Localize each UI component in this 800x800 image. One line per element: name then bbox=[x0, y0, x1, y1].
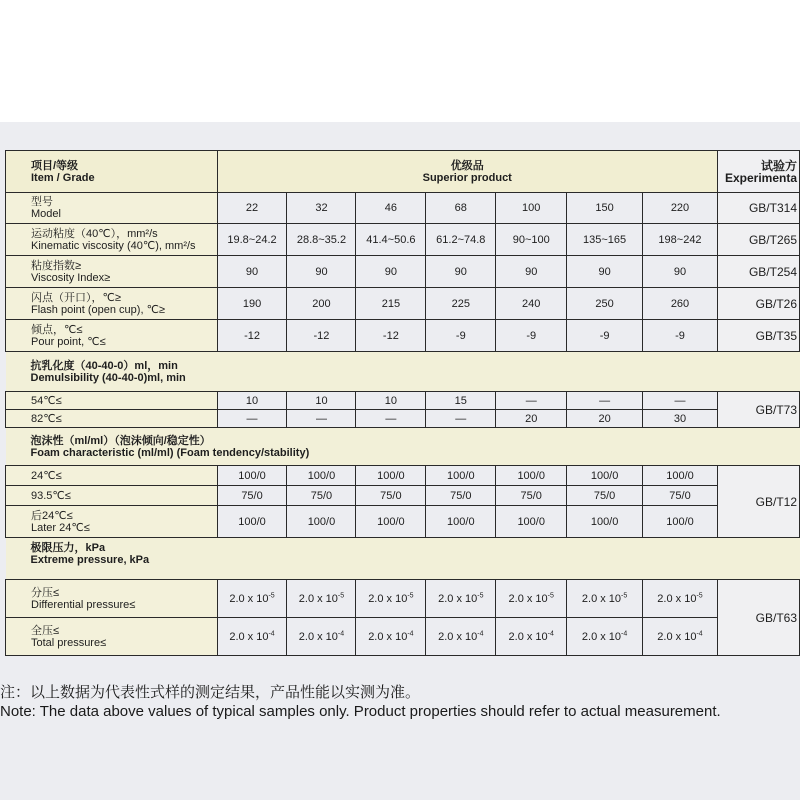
ep-exponent: -4 bbox=[337, 629, 345, 637]
table-row bbox=[6, 486, 800, 506]
ep-diff-value bbox=[287, 580, 356, 618]
model-value: 220 bbox=[643, 193, 718, 224]
foam-value: 100/0 bbox=[426, 466, 496, 486]
ep-base: 2.0 x 10 bbox=[229, 592, 269, 605]
ep-exponent: -5 bbox=[547, 591, 554, 599]
vi-value: 90 bbox=[643, 256, 718, 288]
ep-base: 2.0 x 10 bbox=[657, 592, 697, 605]
ep-diff-value bbox=[356, 580, 426, 618]
ep-exponent: -5 bbox=[268, 591, 275, 599]
superior-product-header bbox=[217, 151, 717, 193]
table-row bbox=[6, 410, 800, 428]
pour-value: -9 bbox=[567, 320, 643, 352]
test-method-en: Experimenta bbox=[724, 170, 797, 185]
vi-value: 90 bbox=[426, 256, 496, 288]
vi-label bbox=[6, 256, 218, 288]
ep-base: 2.0 x 10 bbox=[508, 592, 548, 605]
ep-base: 2.0 x 10 bbox=[298, 592, 338, 605]
foam-later-en: Later 24℃≤ bbox=[31, 521, 90, 534]
table-row bbox=[6, 151, 800, 193]
foam-value: 75/0 bbox=[426, 486, 496, 506]
model-value: 150 bbox=[567, 193, 643, 224]
ep-exponent: -5 bbox=[621, 591, 628, 599]
ep-base: 2.0 x 10 bbox=[581, 630, 622, 643]
ep-diff-zh: 分压≤ bbox=[31, 586, 60, 599]
foam-value: 100/0 bbox=[426, 506, 496, 538]
demuls-value: — bbox=[217, 410, 287, 428]
item-grade-header bbox=[6, 151, 218, 193]
item-grade-en: Item / Grade bbox=[31, 171, 95, 184]
demuls-value: — bbox=[287, 410, 356, 428]
foam-r24-label: 24℃≤ bbox=[6, 466, 218, 486]
table-row bbox=[6, 506, 800, 538]
ep-exponent: -5 bbox=[696, 591, 703, 599]
ep-exponent: -5 bbox=[477, 591, 484, 599]
pour-value: -12 bbox=[287, 320, 356, 352]
ep-diff-value bbox=[567, 580, 643, 618]
demuls-value: — bbox=[496, 392, 567, 410]
foam-value: 75/0 bbox=[643, 486, 718, 506]
table-row bbox=[6, 352, 800, 392]
pour-test-method: GB/T35 bbox=[717, 320, 799, 352]
vi-value: 90 bbox=[567, 256, 643, 288]
table-row bbox=[6, 618, 800, 656]
table-row bbox=[6, 224, 800, 256]
demuls-test-method: GB/T73 bbox=[717, 392, 799, 428]
ep-total-en: Total pressure≤ bbox=[31, 636, 107, 649]
flash-label-en: Flash point (open cup), ℃≥ bbox=[31, 303, 165, 316]
ep-exponent: -4 bbox=[268, 629, 275, 637]
grade-zh: 优级品 bbox=[450, 159, 484, 172]
foam-value: 100/0 bbox=[643, 506, 718, 538]
demuls-value: 20 bbox=[567, 410, 643, 428]
table-row bbox=[6, 320, 800, 352]
ep-total-value bbox=[217, 618, 287, 656]
pour-value: -9 bbox=[426, 320, 496, 352]
vi-value: 90 bbox=[356, 256, 426, 288]
ep-exponent: -4 bbox=[407, 629, 414, 637]
ep-total-value bbox=[643, 618, 718, 656]
ep-base: 2.0 x 10 bbox=[368, 592, 408, 605]
viscosity-test-method: GB/T265 bbox=[717, 224, 799, 256]
demuls-en: Demulsibility (40-40-0)ml, min bbox=[30, 371, 186, 384]
pour-value: -9 bbox=[496, 320, 567, 352]
viscosity-value: 135~165 bbox=[567, 224, 643, 256]
viscosity-value: 19.8~24.2 bbox=[217, 224, 287, 256]
ep-diff-value bbox=[217, 580, 287, 618]
note-en: Note: The data above values of typical samples only. Product properties should refer to actual measurement. bbox=[0, 703, 721, 720]
foam-zh: 泡沫性（ml/ml）（泡沫倾向/稳定性） bbox=[30, 434, 211, 447]
ep-en: Extreme pressure, kPa bbox=[30, 554, 150, 566]
viscosity-value: 41.4~50.6 bbox=[356, 224, 426, 256]
ep-diff-label bbox=[6, 580, 218, 618]
flash-label bbox=[6, 288, 218, 320]
demuls-r82-label: 82℃≤ bbox=[6, 410, 218, 428]
item-grade-zh: 项目/等级 bbox=[31, 159, 79, 172]
extreme-pressure-section-header bbox=[6, 538, 800, 580]
vi-value: 90 bbox=[287, 256, 356, 288]
demuls-value: 10 bbox=[356, 392, 426, 410]
vi-test-method: GB/T254 bbox=[717, 256, 799, 288]
ep-exponent: -4 bbox=[621, 629, 628, 637]
background-top bbox=[0, 0, 800, 122]
ep-test-method: GB/T63 bbox=[717, 580, 799, 656]
viscosity-label-en: Kinematic viscosity (40℃), mm²/s bbox=[31, 239, 196, 252]
table-row bbox=[6, 428, 800, 466]
ep-total-value bbox=[567, 618, 643, 656]
model-value: 100 bbox=[496, 193, 567, 224]
foam-value: 75/0 bbox=[217, 486, 287, 506]
foam-value: 100/0 bbox=[217, 466, 287, 486]
demuls-value: 10 bbox=[287, 392, 356, 410]
ep-total-value bbox=[496, 618, 567, 656]
ep-exponent: -4 bbox=[477, 629, 484, 637]
ep-diff-value bbox=[496, 580, 567, 618]
model-value: 32 bbox=[287, 193, 356, 224]
table-row bbox=[6, 538, 800, 580]
flash-value: 225 bbox=[426, 288, 496, 320]
demuls-value: — bbox=[426, 410, 496, 428]
model-value: 22 bbox=[217, 193, 287, 224]
flash-value: 190 bbox=[217, 288, 287, 320]
ep-base: 2.0 x 10 bbox=[657, 630, 697, 643]
ep-total-value bbox=[287, 618, 356, 656]
viscosity-value: 61.2~74.8 bbox=[426, 224, 496, 256]
flash-test-method: GB/T26 bbox=[717, 288, 799, 320]
ep-base: 2.0 x 10 bbox=[438, 630, 478, 643]
ep-total-value bbox=[426, 618, 496, 656]
model-label bbox=[6, 193, 218, 224]
viscosity-value: 198~242 bbox=[643, 224, 718, 256]
demuls-value: 10 bbox=[217, 392, 287, 410]
model-value: 68 bbox=[426, 193, 496, 224]
spec-table bbox=[5, 150, 800, 656]
flash-value: 250 bbox=[567, 288, 643, 320]
flash-value: 260 bbox=[643, 288, 718, 320]
flash-label-zh: 闪点（开口），℃≥ bbox=[31, 291, 121, 304]
model-value: 46 bbox=[356, 193, 426, 224]
pour-value: -9 bbox=[643, 320, 718, 352]
foam-value: 75/0 bbox=[356, 486, 426, 506]
vi-label-zh: 粘度指数≥ bbox=[31, 259, 82, 272]
demuls-value: — bbox=[643, 392, 718, 410]
ep-diff-value bbox=[643, 580, 718, 618]
table-row bbox=[6, 466, 800, 486]
vi-label-en: Viscosity Index≥ bbox=[31, 271, 111, 284]
ep-base: 2.0 x 10 bbox=[298, 630, 338, 643]
ep-total-label bbox=[6, 618, 218, 656]
demuls-value: 15 bbox=[426, 392, 496, 410]
demuls-zh: 抗乳化度（40-40-0）ml，min bbox=[30, 359, 178, 372]
foam-value: 100/0 bbox=[567, 506, 643, 538]
foam-en: Foam characteristic (ml/ml) (Foam tendency/stability) bbox=[30, 446, 310, 459]
table-row bbox=[6, 193, 800, 224]
foam-value: 100/0 bbox=[496, 466, 567, 486]
demuls-value: 20 bbox=[496, 410, 567, 428]
flash-value: 240 bbox=[496, 288, 567, 320]
foam-value: 100/0 bbox=[643, 466, 718, 486]
ep-base: 2.0 x 10 bbox=[368, 630, 408, 643]
foam-r935-label: 93.5℃≤ bbox=[6, 486, 218, 506]
demuls-value: — bbox=[356, 410, 426, 428]
ep-base: 2.0 x 10 bbox=[438, 592, 478, 605]
pour-value: -12 bbox=[356, 320, 426, 352]
viscosity-value: 28.8~35.2 bbox=[287, 224, 356, 256]
foam-value: 100/0 bbox=[217, 506, 287, 538]
viscosity-label bbox=[6, 224, 218, 256]
ep-zh: 极限压力，kPa bbox=[30, 542, 106, 554]
foam-value: 100/0 bbox=[496, 506, 567, 538]
foam-value: 75/0 bbox=[496, 486, 567, 506]
demuls-value: 30 bbox=[643, 410, 718, 428]
demuls-r54-label: 54℃≤ bbox=[6, 392, 218, 410]
demuls-value: — bbox=[567, 392, 643, 410]
ep-base: 2.0 x 10 bbox=[581, 592, 622, 605]
ep-diff-en: Differential pressure≤ bbox=[31, 598, 136, 611]
flash-value: 215 bbox=[356, 288, 426, 320]
viscosity-value: 90~100 bbox=[496, 224, 567, 256]
foam-value: 100/0 bbox=[287, 466, 356, 486]
ep-exponent: -4 bbox=[547, 629, 554, 637]
viscosity-label-zh: 运动粘度（40℃），mm²/s bbox=[31, 227, 158, 240]
foam-value: 100/0 bbox=[287, 506, 356, 538]
vi-value: 90 bbox=[496, 256, 567, 288]
ep-total-zh: 全压≤ bbox=[31, 624, 60, 637]
note-zh: 注：以上数据为代表性式样的测定结果，产品性能以实测为准。 bbox=[0, 684, 421, 701]
ep-exponent: -5 bbox=[407, 591, 414, 599]
foam-value: 75/0 bbox=[567, 486, 643, 506]
foam-value: 100/0 bbox=[567, 466, 643, 486]
ep-diff-value bbox=[426, 580, 496, 618]
model-label-zh: 型号 bbox=[31, 196, 53, 208]
vi-value: 90 bbox=[217, 256, 287, 288]
pour-label-zh: 倾点，℃≤ bbox=[31, 323, 83, 336]
foam-later-zh: 后24℃≤ bbox=[31, 509, 73, 522]
foam-value: 100/0 bbox=[356, 466, 426, 486]
ep-exponent: -5 bbox=[337, 591, 345, 599]
table-row bbox=[6, 256, 800, 288]
foam-test-method: GB/T12 bbox=[717, 466, 799, 538]
pour-value: -12 bbox=[217, 320, 287, 352]
foam-value: 100/0 bbox=[356, 506, 426, 538]
model-label-en: Model bbox=[31, 208, 61, 220]
table-row bbox=[6, 580, 800, 618]
pour-label bbox=[6, 320, 218, 352]
test-method-zh: 试验方 bbox=[760, 158, 797, 173]
model-test-method: GB/T314 bbox=[717, 193, 799, 224]
pour-label-en: Pour point, ℃≤ bbox=[31, 335, 106, 348]
ep-base: 2.0 x 10 bbox=[229, 630, 269, 643]
flash-value: 200 bbox=[287, 288, 356, 320]
demulsibility-section-header bbox=[6, 352, 800, 392]
foam-section-header bbox=[6, 428, 800, 466]
ep-total-value bbox=[356, 618, 426, 656]
table-row bbox=[6, 288, 800, 320]
ep-exponent: -4 bbox=[696, 629, 703, 637]
ep-base: 2.0 x 10 bbox=[508, 630, 548, 643]
table-row bbox=[6, 392, 800, 410]
foam-later-label bbox=[6, 506, 218, 538]
grade-en: Superior product bbox=[422, 171, 512, 184]
foam-value: 75/0 bbox=[287, 486, 356, 506]
experimental-method-header bbox=[717, 151, 799, 193]
